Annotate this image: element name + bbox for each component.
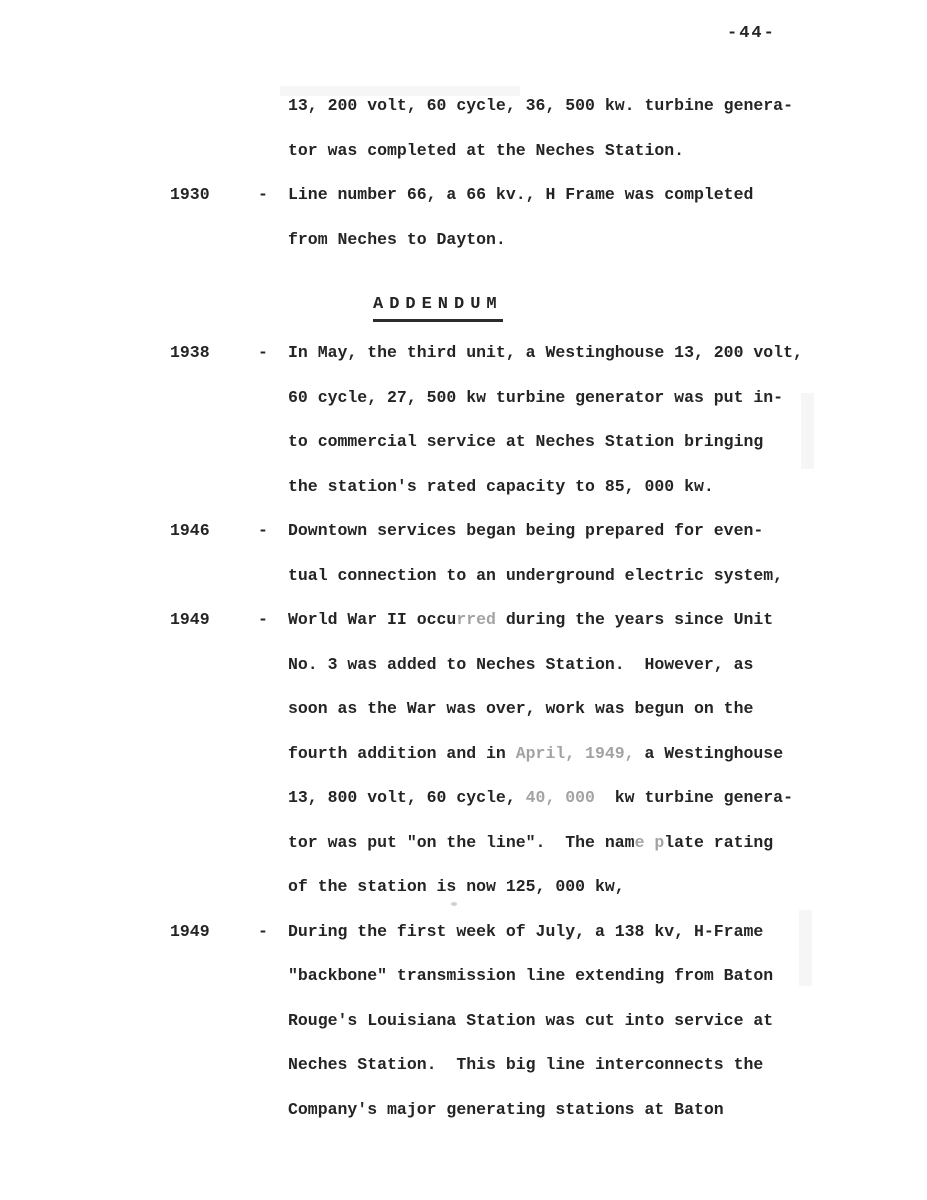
text-line: the station's rated capacity to 85, 000 kw. <box>288 476 714 496</box>
entry-lines <box>288 173 850 262</box>
entry-dash: - <box>258 610 268 629</box>
text-line: from Neches to Dayton. <box>288 229 506 249</box>
text-segment: a Westinghouse <box>634 743 784 763</box>
entry-lines <box>288 598 850 910</box>
faded-text-segment: e p <box>634 832 665 852</box>
timeline-entry-1949-july <box>170 910 850 1133</box>
text-line: During the first week of July, a 138 kv, H-Frame <box>288 921 764 941</box>
text-segment: fourth addition and in <box>288 743 516 763</box>
text-segment: late rating <box>664 832 774 852</box>
text-line: of the station is now 125, 000 kw, <box>288 877 625 896</box>
entry-dash: - <box>258 521 268 540</box>
text-line <box>288 732 850 777</box>
text-line: In May, the third unit, a Westinghouse 13, 200 volt, <box>288 343 803 362</box>
faded-text-segment: 40, 000 <box>525 788 595 807</box>
entry-year <box>170 84 258 129</box>
entry-lines <box>288 910 850 1133</box>
text-line: tual connection to an underground electric system, <box>288 565 784 585</box>
timeline-content <box>170 84 850 1132</box>
page-number: -44- <box>727 24 776 43</box>
text-line <box>288 598 850 643</box>
text-line: 13, 200 volt, 60 cycle, 36, 500 kw. turbine genera- <box>288 96 793 115</box>
entry-year: 1930 <box>170 185 210 204</box>
entry-dash: - <box>258 343 268 362</box>
text-line: Neches Station. This big line interconnects the <box>288 1055 764 1074</box>
text-segment: 13, 800 volt, 60 cycle, <box>288 788 526 807</box>
text-line: Company's major generating stations at Baton <box>288 1099 724 1119</box>
text-segment: during the years since Unit <box>495 610 774 629</box>
entry-dash: - <box>258 921 268 941</box>
faded-text-segment: rred <box>456 610 496 629</box>
text-line: "backbone" transmission line extending from Baton <box>288 966 774 985</box>
addendum-heading: ADDENDUM <box>373 292 503 322</box>
text-line <box>288 821 850 866</box>
text-line: to commercial service at Neches Station bringing <box>288 432 764 451</box>
timeline-entry-continuation <box>170 84 850 173</box>
entry-lines <box>288 331 850 509</box>
text-line: Line number 66, a 66 kv., H Frame was completed <box>288 185 754 204</box>
text-segment: tor was put "on the line". The nam <box>288 832 635 852</box>
faded-text-segment: April, 1949, <box>515 743 635 763</box>
entry-year: 1949 <box>170 610 210 629</box>
text-segment: World War II occu <box>288 610 457 629</box>
text-line: Downtown services began being prepared for even- <box>288 521 764 540</box>
text-line: Rouge's Louisiana Station was cut into service at <box>288 1010 774 1030</box>
entry-lines <box>288 509 850 598</box>
text-line: soon as the War was over, work was begun on the <box>288 699 754 718</box>
timeline-entry-1938 <box>170 331 850 509</box>
entry-dash: - <box>258 185 268 204</box>
text-line: tor was completed at the Neches Station. <box>288 140 685 160</box>
timeline-entry-1930 <box>170 173 850 262</box>
entry-year: 1946 <box>170 521 210 540</box>
text-line: No. 3 was added to Neches Station. However, as <box>288 654 754 674</box>
entry-lines <box>288 84 850 173</box>
entry-dash <box>258 84 288 129</box>
entry-year: 1949 <box>170 921 210 941</box>
timeline-entry-1946 <box>170 509 850 598</box>
text-line <box>288 776 850 821</box>
timeline-entry-1949-wwii <box>170 598 850 910</box>
entry-year: 1938 <box>170 343 210 362</box>
text-segment: kw turbine genera- <box>594 788 793 807</box>
text-line: 60 cycle, 27, 500 kw turbine generator was put in- <box>288 387 784 407</box>
